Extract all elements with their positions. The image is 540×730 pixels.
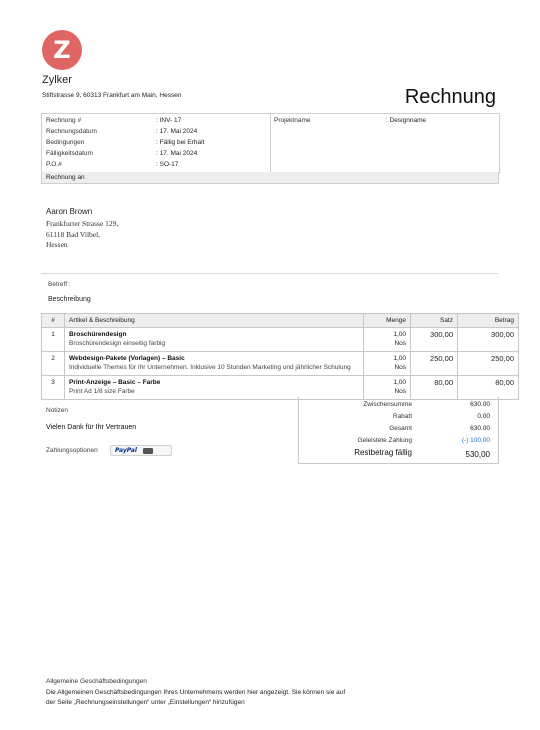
logo-letter: Z bbox=[53, 36, 71, 64]
discount-value: 0.00 bbox=[477, 413, 490, 420]
customer-address-line: Hessen bbox=[46, 240, 68, 249]
customer-address-line: 61118 Bad Vilbel, bbox=[46, 229, 101, 239]
header-amount: Betrag bbox=[458, 314, 519, 328]
paypal-badge[interactable] bbox=[110, 445, 172, 456]
info-label: Rechnung # bbox=[46, 117, 82, 124]
total-value: 630.00 bbox=[470, 425, 490, 432]
info-label: Bedingungen bbox=[46, 139, 85, 146]
items-table bbox=[41, 313, 519, 400]
notes-value: Vielen Dank für Ihr Vertrauen bbox=[46, 424, 137, 431]
subject-value: Beschreibung bbox=[48, 296, 91, 303]
info-label: Rechnungsdatum bbox=[46, 128, 97, 135]
paypal-icon: PayPal bbox=[115, 447, 137, 454]
terms-text: Die Allgemeinen Geschäftsbedingungen Ihres Unternehmens werden hier angezeigt. Sie können sie auf der Seite „Rechnungseinstellungen“ unter „Einstellungen“ hinzufügen bbox=[46, 689, 346, 706]
item-description: Broschürendesign einseitig farbig bbox=[69, 339, 166, 347]
row-quantity bbox=[364, 352, 411, 376]
row-rate: 250,00 bbox=[411, 352, 458, 376]
item-description: Individuelle Themes für Ihr Unternehmen. Inklusive 10 Stunden Marketing und jährlicher Schulung bbox=[69, 363, 351, 371]
balance-due-value: 530,00 bbox=[465, 450, 490, 459]
quantity-value: 1,00 bbox=[393, 355, 406, 362]
document-title: Rechnung bbox=[404, 86, 496, 108]
notes-label: Notizen bbox=[46, 407, 69, 414]
item-name: Webdesign-Pakete (Vorlagen) – Basic bbox=[69, 355, 185, 362]
info-value: : SO-17 bbox=[156, 161, 179, 168]
company-address: Stiftstrasse 9, 60313 Frankfurt am Main, Hessen bbox=[42, 92, 182, 99]
subtotal-value: 630.00 bbox=[470, 401, 490, 408]
total-label: Gesamt bbox=[389, 425, 412, 432]
row-num: 1 bbox=[42, 328, 65, 352]
row-amount: 300,00 bbox=[458, 328, 519, 352]
info-value: : 17. Mai 2024 bbox=[156, 128, 198, 135]
subject-label: Betreff : bbox=[48, 281, 71, 288]
card-icon bbox=[143, 448, 153, 454]
row-item bbox=[65, 376, 364, 400]
project-value: : Designname bbox=[386, 117, 427, 124]
header-rate: Satz bbox=[411, 314, 458, 328]
row-num: 2 bbox=[42, 352, 65, 376]
info-divider bbox=[270, 114, 271, 173]
project-label: Projektname bbox=[274, 117, 311, 124]
row-rate: 300,00 bbox=[411, 328, 458, 352]
customer-address bbox=[46, 219, 206, 251]
company-name: Zylker bbox=[42, 74, 72, 86]
item-name: Broschürendesign bbox=[69, 331, 127, 338]
row-quantity bbox=[364, 328, 411, 352]
quantity-value: 1,00 bbox=[393, 379, 406, 386]
customer-name: Aaron Brown bbox=[46, 207, 93, 216]
company-logo bbox=[42, 30, 82, 70]
row-amount: 250,00 bbox=[458, 352, 519, 376]
row-item bbox=[65, 352, 364, 376]
item-name: Print-Anzeige – Basic – Farbe bbox=[69, 379, 161, 386]
payment-options-label: Zahlungsoptionen bbox=[46, 447, 98, 454]
info-label: P.O.# bbox=[46, 161, 62, 168]
item-description: Print Ad 1/8 size Farbe bbox=[69, 387, 135, 395]
payment-made-label: Geleistete Zahlung bbox=[357, 437, 412, 444]
row-num: 3 bbox=[42, 376, 65, 400]
table-header-row bbox=[42, 314, 519, 328]
section-divider bbox=[41, 273, 498, 274]
terms-label: Allgemeine Geschäftsbedingungen bbox=[46, 678, 147, 685]
table-row bbox=[42, 352, 519, 376]
row-amount: 80,00 bbox=[458, 376, 519, 400]
table-row bbox=[42, 376, 519, 400]
row-quantity bbox=[364, 376, 411, 400]
payment-made-value: (-) 100,00 bbox=[461, 437, 490, 444]
quantity-unit: Nos bbox=[394, 339, 406, 347]
quantity-unit: Nos bbox=[394, 387, 406, 395]
row-item bbox=[65, 328, 364, 352]
info-label: Fälligkeitsdatum bbox=[46, 150, 93, 157]
discount-label: Rabatt bbox=[392, 413, 412, 420]
quantity-value: 1,00 bbox=[393, 331, 406, 338]
header-num: # bbox=[42, 314, 65, 328]
info-value: : INV- 17 bbox=[156, 117, 182, 124]
info-value: : 17. Mai 2024 bbox=[156, 150, 198, 157]
customer-address-line: Frankfurter Strasse 129, bbox=[46, 219, 119, 228]
totals-box bbox=[298, 397, 499, 464]
bill-to-header: Rechnung an bbox=[41, 172, 499, 184]
info-value: : Fällig bei Erhalt bbox=[156, 139, 205, 146]
row-rate: 80,00 bbox=[411, 376, 458, 400]
quantity-unit: Nos bbox=[394, 363, 406, 371]
header-description: Artikel & Beschreibung bbox=[65, 314, 364, 328]
header-quantity: Menge bbox=[364, 314, 411, 328]
balance-due-label: Restbetrag fällig bbox=[354, 448, 412, 457]
subtotal-label: Zwischensumme bbox=[363, 401, 412, 408]
invoice-info-box bbox=[41, 113, 500, 174]
table-row bbox=[42, 328, 519, 352]
